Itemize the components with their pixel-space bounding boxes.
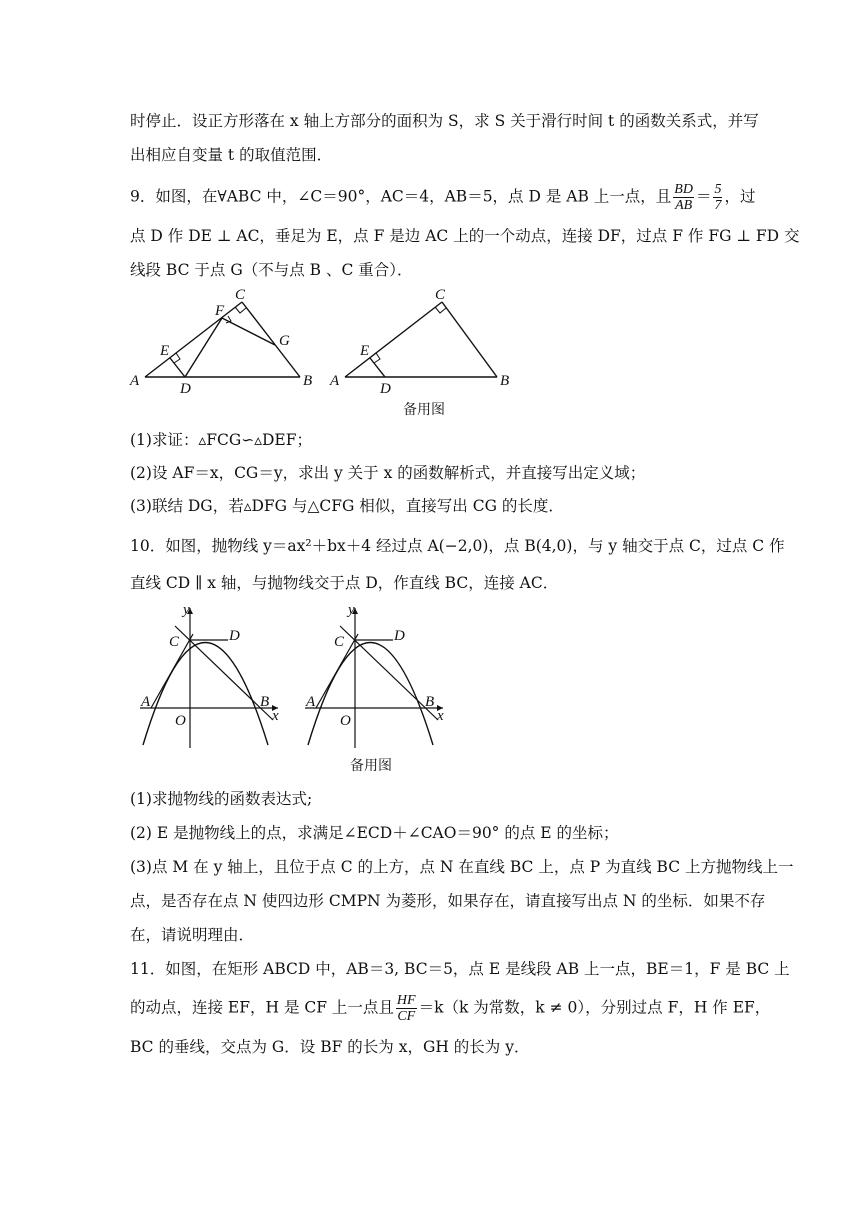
- p11-line2b: ＝k（k 为常数，k ≠ 0），分别过点 F，H 作 EF，: [418, 998, 771, 1017]
- p10-fig2-label-o: O: [340, 713, 351, 729]
- p10-line1: 10．如图，抛物线 y＝ax²＋bx＋4 经过点 A(−2,0)，点 B(4,0)，与 y 轴交于点 C，过点 C 作: [130, 537, 785, 555]
- p8-line1: 时停止．设正方形落在 x 轴上方部分的面积为 S，求 S 关于滑行时间 t 的函数关系式，并写: [130, 112, 759, 130]
- p10-fig2-label-y: y: [348, 602, 355, 618]
- p9-fig1-label-b: B: [303, 373, 313, 389]
- p9-q1: (1)求证：▵FCG∽▵DEF；: [130, 431, 312, 449]
- p10-fig2-label-a: A: [306, 694, 316, 710]
- p10-q2: (2) E 是抛物线上的点，求满足∠ECD＋∠CAO＝90° 的点 E 的坐标；: [130, 824, 619, 842]
- p11-line2a: 的动点，连接 EF，H 是 CF 上一点且: [130, 998, 394, 1017]
- p9-fig1-label-g: G: [279, 333, 290, 349]
- p9-line1: 9．如图，在∀ABC 中，∠C＝90°，AC＝4，AB＝5，点 D 是 AB 上一点，且 $\frac{BD}{AB}$ ＝ $\frac{5}{7}$ ，过: [130, 182, 756, 213]
- p9-fig2-label-e: E: [360, 343, 370, 359]
- p9-fraction: $\frac{BD}{AB}$: [674, 182, 693, 213]
- p9-fig2-label-d: D: [380, 381, 391, 395]
- p9-fig2-label-c: C: [435, 287, 446, 303]
- p9-q3: (3)联结 DG，若▵DFG 与△CFG 相似，直接写出 CG 的长度．: [130, 497, 564, 515]
- p9-fraction2: $\frac{5}{7}$: [714, 182, 722, 213]
- p10-fig1-label-x: x: [272, 708, 279, 724]
- p10-fig1-label-o: O: [175, 713, 186, 729]
- p9-fig1-label-a: A: [130, 373, 140, 389]
- p9-fig1-label-e: E: [160, 343, 170, 359]
- p9-q2: (2)设 AF＝x，CG＝y，求出 y 关于 x 的函数解析式，并直接写出定义域；: [130, 464, 646, 482]
- p9-fig1-label-f: F: [215, 303, 225, 319]
- p10-fig1-label-c: C: [169, 634, 180, 650]
- p9-fig1-label-d: D: [180, 381, 191, 395]
- p9-fig2-label-b: B: [500, 373, 510, 389]
- p9-fig1-label-c: C: [235, 287, 246, 303]
- p9-figure-backup: [325, 285, 525, 395]
- p9-line3: 线段 BC 于点 G（不与点 B 、C 重合）．: [130, 261, 413, 279]
- p10-fig1-label-y: y: [183, 602, 190, 618]
- p10-figure-caption: 备用图: [350, 758, 392, 774]
- p10-fig1-label-d: D: [229, 628, 240, 644]
- p9-figure-main: [125, 285, 325, 395]
- p9-figure-caption: 备用图: [403, 402, 445, 418]
- p10-figure-backup: [300, 600, 450, 752]
- p10-fig2-label-x: x: [437, 708, 444, 724]
- p10-figure-main: [135, 600, 285, 752]
- p11-line1: 11．如图，在矩形 ABCD 中，AB＝3, BC＝5，点 E 是线段 AB 上一点，BE＝1，F 是 BC 上: [130, 960, 790, 978]
- p9-line2: 点 D 作 DE ⊥ AC，垂足为 E，点 F 是边 AC 上的一个动点，连接 DF，过点 F 作 FG ⊥ FD 交: [130, 227, 800, 245]
- p8-line2: 出相应自变量 t 的取值范围．: [130, 146, 333, 164]
- p10-line2: 直线 CD ∥ x 轴，与抛物线交于点 D，作直线 BC，连接 AC．: [130, 574, 559, 592]
- p10-q1: (1)求抛物线的函数表达式;: [130, 790, 313, 808]
- p10-fig1-label-a: A: [141, 694, 151, 710]
- p11-line3: BC 的垂线，交点为 G．设 BF 的长为 x，GH 的长为 y．: [130, 1038, 530, 1056]
- p10-fig2-label-d: D: [394, 628, 405, 644]
- p10-fig1-label-b: B: [260, 694, 270, 710]
- p11-line2: [130, 993, 771, 1024]
- p9-line1a: 9．如图，在∀ABC 中，∠C＝90°，AC＝4，AB＝5，点 D 是 AB 上一点，且: [130, 187, 672, 206]
- p10-q3b: 点，是否存在点 N 使四边形 CMPN 为菱形，如果存在，请直接写出点 N 的坐标．如果不存: [130, 892, 766, 910]
- p10-fig2-label-b: B: [425, 694, 435, 710]
- p11-fraction: $\frac{HF}{CF}$: [396, 993, 416, 1024]
- p9-line1b: ，过: [724, 187, 756, 206]
- p10-q3a: (3)点 M 在 y 轴上，且位于点 C 的上方，点 N 在直线 BC 上，点 P 为直线 BC 上方抛物线上一: [130, 858, 794, 876]
- p9-fig2-label-a: A: [330, 373, 340, 389]
- p10-fig2-label-c: C: [334, 634, 345, 650]
- p10-q3c: 在，请说明理由．: [130, 926, 255, 944]
